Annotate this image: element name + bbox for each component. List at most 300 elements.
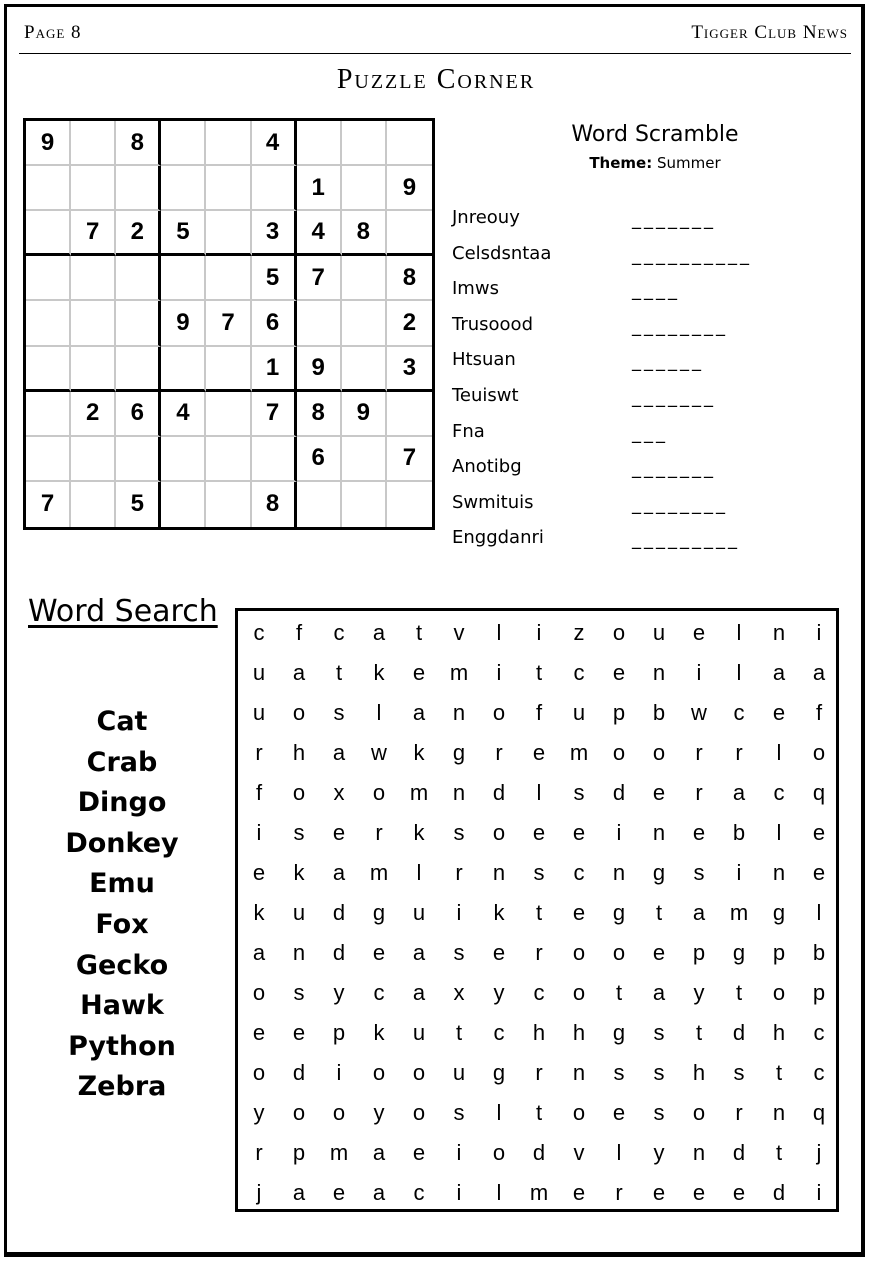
grid-letter: y <box>253 1100 265 1125</box>
grid-letter: l <box>416 860 422 885</box>
sudoku-cell <box>161 437 206 482</box>
grid-letter: o <box>572 980 586 1005</box>
grid-letter: g <box>772 900 786 925</box>
section-title: Puzzle Corner <box>336 64 536 95</box>
grid-letter: c <box>773 780 785 805</box>
grid-letter: x <box>333 780 345 805</box>
grid-letter: f <box>815 700 823 725</box>
grid-letter: n <box>772 620 786 645</box>
grid-letter: a <box>692 900 706 925</box>
grid-row <box>238 1013 836 1053</box>
grid-letter: y <box>653 1140 665 1165</box>
word-search-word: Fox <box>95 908 149 940</box>
grid-row <box>238 693 836 733</box>
grid-letter: h <box>572 1020 586 1045</box>
grid-letter: c <box>333 620 345 645</box>
grid-letter: o <box>252 980 266 1005</box>
sudoku-cell <box>161 166 206 211</box>
grid-letter: b <box>812 940 826 965</box>
sudoku-cell <box>161 121 206 166</box>
grid-letter: e <box>772 700 786 725</box>
grid-letter: y <box>373 1100 385 1125</box>
grid-letter: a <box>372 1180 386 1205</box>
grid-letter: o <box>372 780 386 805</box>
sudoku-cell: 9 <box>297 347 342 392</box>
grid-letter: n <box>772 860 786 885</box>
grid-letter: e <box>252 860 266 885</box>
sudoku-cell <box>252 437 297 482</box>
scrambled-word: Htsuan <box>452 349 516 371</box>
sudoku-cell <box>387 392 432 437</box>
grid-letter: o <box>612 620 626 645</box>
word-scramble-theme <box>455 154 855 172</box>
word-search-word: Crab <box>86 746 158 778</box>
sudoku-cell <box>342 166 387 211</box>
sudoku-cell <box>71 437 116 482</box>
grid-letter: g <box>372 900 386 925</box>
grid-letter: e <box>572 1180 586 1205</box>
grid-letter: g <box>612 1020 626 1045</box>
grid-letter: e <box>532 740 546 765</box>
scramble-row <box>452 278 852 308</box>
sudoku-cell <box>116 256 161 301</box>
grid-row <box>238 653 836 693</box>
grid-letter: e <box>332 820 346 845</box>
grid-letter: v <box>573 1140 585 1165</box>
grid-letter: u <box>652 620 666 645</box>
scramble-row <box>452 385 852 415</box>
grid-letter: e <box>692 1180 706 1205</box>
grid-letter: t <box>535 1100 543 1125</box>
grid-letter: a <box>412 940 426 965</box>
grid-letter: e <box>612 1100 626 1125</box>
grid-letter: m <box>529 1180 549 1205</box>
sudoku-cell <box>342 256 387 301</box>
grid-letter: a <box>732 780 746 805</box>
sudoku-cell <box>116 166 161 211</box>
grid-letter: k <box>253 900 265 925</box>
sudoku-cell <box>206 166 251 211</box>
sudoku-cell: 2 <box>116 211 161 256</box>
grid-letter: k <box>373 1020 385 1045</box>
grid-letter: t <box>535 900 543 925</box>
sudoku-cell <box>206 482 251 527</box>
sudoku-cell <box>71 121 116 166</box>
grid-letter: u <box>572 700 586 725</box>
scrambled-word: Trusoood <box>452 313 533 335</box>
grid-letter: l <box>776 740 782 765</box>
grid-letter: r <box>455 860 463 885</box>
grid-letter: s <box>653 1100 665 1125</box>
answer-blank: _______ <box>632 387 716 408</box>
grid-letter: b <box>732 820 746 845</box>
grid-letter: p <box>772 940 786 965</box>
scrambled-word: Swmituis <box>452 491 534 513</box>
sudoku-cell <box>206 437 251 482</box>
grid-letter: s <box>453 1100 465 1125</box>
grid-letter: g <box>612 900 626 925</box>
grid-letter: s <box>533 860 545 885</box>
scramble-row <box>452 492 852 522</box>
grid-letter: e <box>332 1180 346 1205</box>
scrambled-word: Jnreouy <box>452 207 520 228</box>
grid-letter: k <box>373 660 385 685</box>
grid-letter: e <box>252 1020 266 1045</box>
grid-letter: a <box>292 1180 306 1205</box>
sudoku-cell <box>71 301 116 346</box>
sudoku-cell: 1 <box>297 166 342 211</box>
scrambled-word: Celsdsntaa <box>452 242 552 264</box>
grid-letter: e <box>652 940 666 965</box>
grid-letter: a <box>772 660 786 685</box>
grid-letter: e <box>492 940 506 965</box>
scramble-row <box>452 349 852 379</box>
grid-letter: s <box>573 780 585 805</box>
grid-letter: b <box>652 700 666 725</box>
grid-letter: w <box>691 700 707 725</box>
word-search-word: Emu <box>89 868 155 900</box>
grid-letter: o <box>572 1100 586 1125</box>
grid-row <box>238 853 836 893</box>
grid-letter: g <box>452 740 466 765</box>
grid-letter: d <box>772 1180 786 1205</box>
grid-letter: o <box>412 1060 426 1085</box>
grid-letter: s <box>653 1020 665 1045</box>
grid-letter: o <box>612 740 626 765</box>
answer-blank: ______ <box>632 351 704 373</box>
grid-letter: t <box>335 660 343 685</box>
grid-letter: r <box>535 940 543 965</box>
sudoku-cell <box>387 482 432 527</box>
sudoku-cell: 4 <box>161 392 206 437</box>
grid-letter: p <box>612 700 626 725</box>
scrambled-word: Enggdanri <box>452 527 544 549</box>
sudoku-cell <box>387 211 432 256</box>
grid-letter: a <box>292 660 306 685</box>
grid-letter: i <box>816 620 822 645</box>
word-search-word: Cat <box>96 706 148 737</box>
grid-letter: l <box>736 660 742 685</box>
scramble-row <box>452 207 852 237</box>
grid-letter: r <box>255 740 263 765</box>
sudoku-cell: 3 <box>387 347 432 392</box>
grid-letter: e <box>612 660 626 685</box>
grid-letter: u <box>252 700 266 725</box>
answer-blank: _______ <box>632 209 716 230</box>
grid-letter: i <box>456 900 462 925</box>
grid-letter: u <box>412 1020 426 1045</box>
scramble-row <box>452 527 852 557</box>
word-search-word-list <box>20 702 224 1108</box>
grid-letter: t <box>735 980 743 1005</box>
grid-letter: i <box>336 1060 342 1085</box>
sudoku-cell <box>161 256 206 301</box>
grid-letter: s <box>653 1060 665 1085</box>
grid-letter: c <box>413 1180 425 1205</box>
sudoku-cell: 2 <box>71 392 116 437</box>
sudoku-cell: 9 <box>26 121 71 166</box>
grid-letter: o <box>692 1100 706 1125</box>
grid-letter: u <box>292 900 306 925</box>
grid-row <box>238 733 836 773</box>
sudoku-cell: 7 <box>252 392 297 437</box>
grid-letter: l <box>496 1100 502 1125</box>
sudoku-cell: 5 <box>252 256 297 301</box>
publication-name: Tigger Club News <box>691 22 848 43</box>
grid-letter: r <box>255 1140 263 1165</box>
sudoku-cell <box>161 482 206 527</box>
grid-letter: o <box>612 940 626 965</box>
grid-letter: x <box>453 980 465 1005</box>
grid-letter: k <box>413 820 425 845</box>
grid-letter: n <box>692 1140 706 1165</box>
sudoku-cell <box>26 437 71 482</box>
sudoku-cell <box>342 301 387 346</box>
grid-letter: l <box>616 1140 622 1165</box>
scrambled-word: Teuiswt <box>452 385 519 406</box>
grid-letter: r <box>535 1060 543 1085</box>
grid-letter: s <box>693 860 705 885</box>
grid-letter: d <box>532 1140 546 1165</box>
grid-letter: i <box>696 660 702 685</box>
sudoku-cell: 7 <box>206 301 251 346</box>
sudoku-cell: 9 <box>342 392 387 437</box>
sudoku-cell: 9 <box>161 301 206 346</box>
grid-letter: v <box>453 620 465 645</box>
grid-letter: k <box>413 740 425 765</box>
grid-letter: t <box>655 900 663 925</box>
grid-letter: e <box>572 820 586 845</box>
grid-letter: o <box>292 1100 306 1125</box>
grid-letter: d <box>732 1140 746 1165</box>
sudoku-cell: 8 <box>387 256 432 301</box>
sudoku-cell <box>71 166 116 211</box>
grid-letter: o <box>572 940 586 965</box>
grid-letter: a <box>652 980 666 1005</box>
grid-letter: m <box>449 660 469 685</box>
grid-letter: n <box>452 780 466 805</box>
sudoku-cell <box>387 121 432 166</box>
grid-letter: t <box>615 980 623 1005</box>
grid-letter: i <box>536 620 542 645</box>
grid-letter: m <box>369 860 389 885</box>
word-search-word: Hawk <box>80 990 164 1022</box>
grid-letter: q <box>812 1100 826 1125</box>
grid-letter: z <box>573 620 585 645</box>
grid-letter: e <box>292 1020 306 1045</box>
sudoku-cell <box>342 121 387 166</box>
scramble-row <box>452 314 852 344</box>
grid-letter: t <box>695 1020 703 1045</box>
grid-letter: n <box>452 700 466 725</box>
grid-letter: c <box>733 700 745 725</box>
sudoku-cell <box>342 347 387 392</box>
grid-letter: r <box>695 780 703 805</box>
grid-letter: f <box>255 780 263 805</box>
grid-letter: n <box>572 1060 586 1085</box>
grid-letter: k <box>493 900 505 925</box>
sudoku-cell <box>297 482 342 527</box>
sudoku-cell <box>206 256 251 301</box>
grid-letter: o <box>492 820 506 845</box>
sudoku-grid <box>23 118 435 530</box>
grid-row <box>238 1173 836 1213</box>
grid-letter: w <box>371 740 387 765</box>
grid-letter: s <box>733 1060 745 1085</box>
grid-letter: a <box>412 700 426 725</box>
grid-letter: a <box>412 980 426 1005</box>
grid-letter: d <box>612 780 626 805</box>
sudoku-cell <box>342 437 387 482</box>
sudoku-cell: 8 <box>297 392 342 437</box>
grid-letter: y <box>693 980 705 1005</box>
sudoku-cell: 7 <box>297 256 342 301</box>
sudoku-cell <box>206 211 251 256</box>
grid-letter: a <box>252 940 266 965</box>
grid-letter: p <box>332 1020 346 1045</box>
sudoku-cell: 8 <box>252 482 297 527</box>
sudoku-cell <box>26 301 71 346</box>
grid-letter: s <box>293 820 305 845</box>
grid-row <box>238 973 836 1013</box>
grid-letter: n <box>652 820 666 845</box>
sudoku-cell: 7 <box>387 437 432 482</box>
grid-letter: j <box>816 1140 822 1165</box>
scrambled-word: Anotibg <box>452 456 522 478</box>
grid-letter: l <box>496 620 502 645</box>
grid-letter: c <box>493 1020 505 1045</box>
sudoku-cell: 7 <box>71 211 116 256</box>
grid-letter: s <box>293 980 305 1005</box>
sudoku-cell: 3 <box>252 211 297 256</box>
grid-letter: e <box>732 1180 746 1205</box>
grid-letter: h <box>532 1020 546 1045</box>
word-search-word: Donkey <box>65 827 179 859</box>
sudoku-cell: 1 <box>252 347 297 392</box>
grid-letter: t <box>775 1140 783 1165</box>
grid-letter: p <box>692 940 706 965</box>
grid-letter: r <box>495 740 503 765</box>
word-search-title: Word Search <box>28 594 218 629</box>
grid-letter: c <box>373 980 385 1005</box>
grid-letter: f <box>295 620 303 645</box>
answer-blank: _______ <box>632 458 716 480</box>
sudoku-cell: 2 <box>387 301 432 346</box>
sudoku-cell: 7 <box>26 482 71 527</box>
grid-letter: u <box>412 900 426 925</box>
grid-letter: a <box>332 860 346 885</box>
sudoku-cell <box>342 482 387 527</box>
grid-letter: o <box>772 980 786 1005</box>
grid-letter: g <box>492 1060 506 1085</box>
grid-row <box>238 1133 836 1173</box>
grid-letter: o <box>292 700 306 725</box>
grid-letter: c <box>253 620 265 645</box>
sudoku-cell <box>26 166 71 211</box>
theme-label: Theme: <box>589 154 653 172</box>
grid-letter: i <box>616 820 622 845</box>
sudoku-cell <box>297 301 342 346</box>
scramble-row <box>452 243 852 273</box>
grid-letter: t <box>455 1020 463 1045</box>
grid-row <box>238 1093 836 1133</box>
sudoku-cell <box>71 482 116 527</box>
grid-letter: u <box>452 1060 466 1085</box>
grid-letter: t <box>415 620 423 645</box>
word-search-word: Zebra <box>77 1071 167 1103</box>
theme-value: Summer <box>657 154 721 172</box>
grid-letter: o <box>292 780 306 805</box>
grid-row <box>238 933 836 973</box>
header-divider <box>19 53 851 54</box>
grid-letter: m <box>729 900 749 925</box>
sudoku-cell <box>116 347 161 392</box>
grid-letter: p <box>812 980 826 1005</box>
grid-letter: l <box>816 900 822 925</box>
grid-letter: e <box>812 860 826 885</box>
grid-letter: u <box>252 660 266 685</box>
grid-letter: e <box>652 1180 666 1205</box>
grid-letter: l <box>496 1180 502 1205</box>
grid-letter: s <box>453 820 465 845</box>
grid-row <box>238 1053 836 1093</box>
grid-letter: r <box>735 1100 743 1125</box>
grid-row <box>238 893 836 933</box>
sudoku-cell: 4 <box>297 211 342 256</box>
grid-letter: d <box>492 780 506 805</box>
grid-letter: l <box>736 620 742 645</box>
grid-letter: a <box>372 620 386 645</box>
sudoku-cell: 4 <box>252 121 297 166</box>
grid-letter: o <box>412 1100 426 1125</box>
grid-letter: n <box>612 860 626 885</box>
grid-letter: q <box>812 780 826 805</box>
grid-letter: a <box>812 660 826 685</box>
grid-letter: l <box>536 780 542 805</box>
grid-letter: d <box>332 940 346 965</box>
grid-letter: i <box>496 660 502 685</box>
answer-blank: ________ <box>632 493 728 515</box>
word-search-word: Dingo <box>77 787 167 819</box>
grid-letter: i <box>816 1180 822 1205</box>
grid-letter: e <box>812 820 826 845</box>
grid-letter: m <box>409 780 429 805</box>
scrambled-word: Imws <box>452 278 499 300</box>
grid-letter: r <box>615 1180 623 1205</box>
grid-letter: i <box>736 860 742 885</box>
grid-letter: s <box>613 1060 625 1085</box>
grid-letter: o <box>492 700 506 725</box>
grid-letter: h <box>692 1060 706 1085</box>
sudoku-cell <box>26 347 71 392</box>
scramble-row <box>452 421 852 451</box>
sudoku-cell: 9 <box>387 166 432 211</box>
sudoku-cell: 6 <box>116 392 161 437</box>
answer-blank: ___ <box>632 422 668 444</box>
grid-letter: o <box>492 1140 506 1165</box>
grid-letter: m <box>329 1140 349 1165</box>
grid-letter: e <box>412 1140 426 1165</box>
sudoku-cell <box>26 211 71 256</box>
grid-letter: n <box>772 1100 786 1125</box>
grid-letter: o <box>652 740 666 765</box>
grid-letter: h <box>292 740 306 765</box>
word-search-word: Python <box>68 1030 176 1062</box>
scramble-row <box>452 456 852 486</box>
word-search-word: Gecko <box>75 949 169 981</box>
grid-letter: h <box>772 1020 786 1045</box>
grid-letter: l <box>776 820 782 845</box>
